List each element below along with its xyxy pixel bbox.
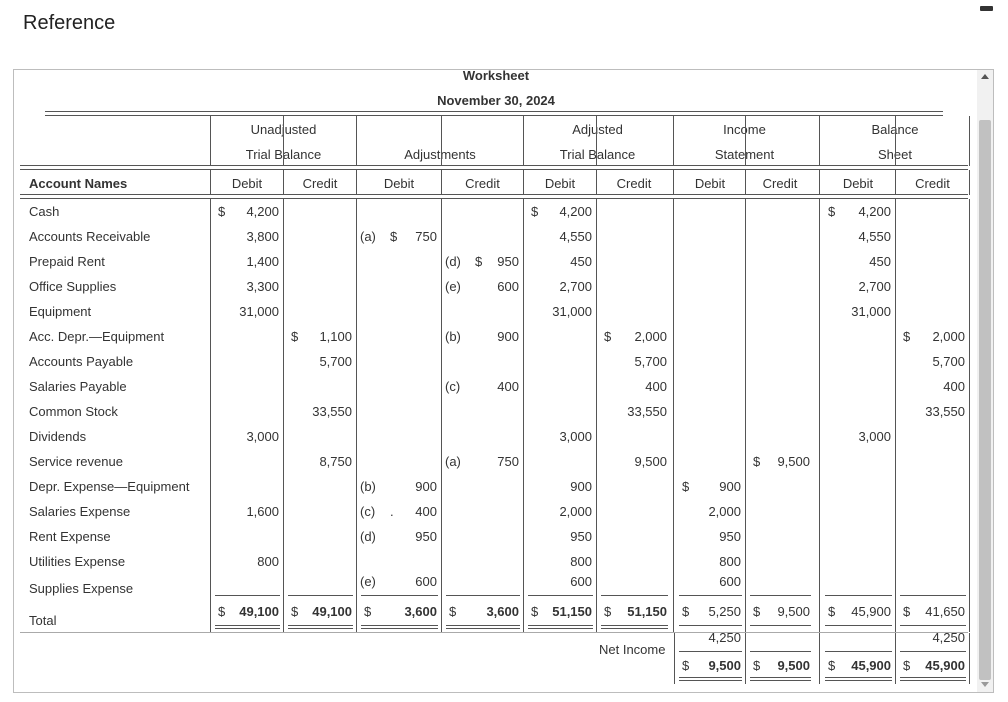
scrollbar-thumb[interactable] [979, 120, 991, 680]
column-divider [895, 170, 896, 195]
adjustment-key: (a) [360, 229, 376, 244]
group-header-line1: Adjusted [572, 122, 623, 137]
column-divider [745, 116, 746, 166]
account-name: Office Supplies [29, 279, 117, 294]
cell-value: 2,000 [708, 504, 741, 519]
top-rule [45, 111, 943, 112]
sum-rule [288, 595, 353, 596]
final-double-rule [900, 680, 966, 681]
sum-rule [825, 595, 892, 596]
column-divider [969, 199, 970, 632]
sum-rule [528, 595, 593, 596]
cell-value: 800 [257, 554, 279, 569]
total-double-rule [446, 628, 520, 629]
column-divider [819, 199, 820, 632]
dollar-sign: . [390, 504, 394, 519]
column-divider [441, 199, 442, 632]
cell-value: 1,400 [246, 254, 279, 269]
column-header-debit: Debit [842, 176, 874, 191]
final-total-value: 9,500 [777, 658, 810, 673]
account-name: Accounts Receivable [29, 229, 151, 244]
sum-rule [446, 595, 520, 596]
cell-value: 950 [719, 529, 741, 544]
column-divider [819, 633, 820, 684]
account-header: Account Names [29, 176, 128, 191]
dollar-sign: $ [828, 604, 836, 619]
cell-value: 600 [415, 574, 437, 589]
cell-value: 750 [497, 454, 519, 469]
net-income-rule [900, 651, 966, 652]
cell-value: 3,000 [559, 429, 592, 444]
total-value: 51,150 [552, 604, 592, 619]
group-header-line1: Balance [871, 122, 919, 137]
top-rule [45, 115, 943, 116]
column-divider [969, 116, 970, 166]
total-value: 5,250 [708, 604, 741, 619]
column-divider [895, 116, 896, 166]
total-double-rule [361, 625, 438, 626]
cell-value: 950 [415, 529, 437, 544]
column-divider [441, 170, 442, 195]
adjustment-key: (e) [360, 574, 376, 589]
cell-value: 4,200 [246, 204, 279, 219]
cell-value: 1,100 [319, 329, 352, 344]
net-income-is-credit: 4,250 [708, 630, 741, 645]
cell-value: 8,750 [319, 454, 352, 469]
bottom-rule [20, 632, 968, 633]
dollar-sign: $ [475, 254, 483, 269]
total-rule [900, 625, 966, 626]
cell-value: 900 [570, 479, 592, 494]
column-divider [673, 199, 674, 632]
page-title: Reference [23, 12, 116, 34]
scroll-up-arrow-icon[interactable] [981, 74, 989, 79]
total-value: 51,150 [627, 604, 667, 619]
total-double-rule [528, 628, 593, 629]
final-total-value: 45,900 [851, 658, 891, 673]
worksheet-title: Worksheet [462, 68, 530, 83]
dollar-sign: $ [828, 658, 836, 673]
column-header-credit: Credit [616, 176, 652, 191]
column-divider [356, 170, 357, 195]
scroll-down-arrow-icon[interactable] [981, 682, 989, 687]
column-divider [745, 170, 746, 195]
total-double-rule [215, 628, 280, 629]
cell-value: 750 [415, 229, 437, 244]
column-divider [673, 170, 674, 195]
dollar-sign: $ [604, 329, 612, 344]
total-double-rule [528, 625, 593, 626]
dollar-sign: $ [604, 604, 612, 619]
total-rule [825, 625, 892, 626]
dollar-sign: $ [753, 454, 761, 469]
final-double-rule [825, 680, 892, 681]
cell-value: 400 [943, 379, 965, 394]
account-name: Supplies Expense [29, 581, 134, 596]
cell-value: 450 [570, 254, 592, 269]
cell-value: 9,500 [777, 454, 810, 469]
net-income-label: Net Income [599, 642, 666, 657]
cell-value: 600 [719, 574, 741, 589]
cell-value: 33,550 [925, 404, 965, 419]
column-divider [210, 199, 211, 632]
total-value: 3,600 [404, 604, 437, 619]
total-value: 49,100 [239, 604, 279, 619]
account-name: Service revenue [29, 454, 123, 469]
subheader-rule [20, 194, 968, 195]
cell-value: 450 [869, 254, 891, 269]
dollar-sign: $ [828, 204, 836, 219]
cell-value: 400 [415, 504, 437, 519]
column-header-debit: Debit [383, 176, 415, 191]
total-double-rule [601, 628, 668, 629]
column-header-credit: Credit [762, 176, 798, 191]
subheader-rule [20, 198, 968, 199]
dollar-sign: $ [218, 604, 226, 619]
cell-value: 800 [719, 554, 741, 569]
cell-value: 3,300 [246, 279, 279, 294]
net-income-bs-credit: 4,250 [932, 630, 965, 645]
column-divider [745, 633, 746, 684]
worksheet-date: November 30, 2024 [437, 93, 555, 108]
column-divider [819, 170, 820, 195]
dollar-sign: $ [531, 204, 539, 219]
cell-value: 2,000 [634, 329, 667, 344]
dollar-sign: $ [903, 604, 911, 619]
final-double-rule [825, 677, 892, 678]
final-double-rule [679, 680, 742, 681]
column-divider [283, 170, 284, 195]
adjustment-key: (b) [445, 329, 461, 344]
column-divider [523, 170, 524, 195]
cell-value: 600 [570, 574, 592, 589]
dollar-sign: $ [903, 329, 911, 344]
total-value: 49,100 [312, 604, 352, 619]
column-divider [356, 116, 357, 166]
adjustment-key: (b) [360, 479, 376, 494]
column-divider [895, 633, 896, 684]
sum-rule [900, 595, 966, 596]
cell-value: 3,000 [246, 429, 279, 444]
account-name: Equipment [29, 304, 92, 319]
net-income-rule [750, 651, 811, 652]
cell-value: 4,200 [559, 204, 592, 219]
cell-value: 950 [497, 254, 519, 269]
cell-value: 31,000 [552, 304, 592, 319]
column-divider [283, 199, 284, 632]
dollar-sign: $ [291, 604, 299, 619]
cell-value: 4,550 [559, 229, 592, 244]
group-header-line2: Adjustments [404, 147, 476, 162]
group-header-line2: Trial Balance [245, 147, 322, 162]
cell-value: 5,700 [634, 354, 667, 369]
header-rule [20, 165, 968, 166]
total-value: 45,900 [851, 604, 891, 619]
cell-value: 2,700 [858, 279, 891, 294]
column-divider [356, 199, 357, 632]
adjustment-key: (c) [360, 504, 376, 519]
column-divider [969, 633, 970, 684]
final-total-value: 45,900 [925, 658, 965, 673]
account-name: Cash [29, 204, 60, 219]
adjustment-key: (c) [445, 379, 461, 394]
final-double-rule [750, 677, 811, 678]
dollar-sign: $ [682, 479, 690, 494]
adjustment-key: (e) [445, 279, 461, 294]
cell-value: 400 [497, 379, 519, 394]
group-header-line2: Sheet [878, 147, 912, 162]
cell-value: 400 [645, 379, 667, 394]
cell-value: 3,800 [246, 229, 279, 244]
adjustment-key: (d) [360, 529, 376, 544]
total-double-rule [288, 625, 353, 626]
dollar-sign: $ [682, 604, 690, 619]
account-name: Salaries Expense [29, 504, 131, 519]
dollar-sign: $ [682, 658, 690, 673]
column-divider [819, 116, 820, 166]
group-header-line2: Trial Balance [559, 147, 636, 162]
header-rule [20, 169, 968, 170]
sum-rule [601, 595, 668, 596]
cell-value: 950 [570, 529, 592, 544]
column-divider [895, 199, 896, 632]
column-divider [596, 116, 597, 166]
cell-value: 3,000 [858, 429, 891, 444]
cell-value: 4,550 [858, 229, 891, 244]
dollar-sign: $ [531, 604, 539, 619]
dollar-sign: $ [218, 204, 226, 219]
cell-value: 5,700 [932, 354, 965, 369]
dollar-sign: $ [291, 329, 299, 344]
account-name: Salaries Payable [29, 379, 127, 394]
cell-value: 9,500 [634, 454, 667, 469]
total-double-rule [361, 628, 438, 629]
column-header-credit: Credit [302, 176, 338, 191]
cell-value: 2,000 [559, 504, 592, 519]
dollar-sign: $ [753, 658, 761, 673]
column-header-debit: Debit [231, 176, 263, 191]
sum-rule [750, 595, 811, 596]
account-name: Total [29, 613, 57, 628]
total-rule [750, 625, 811, 626]
group-header-line2: Statement [714, 147, 775, 162]
column-divider [745, 199, 746, 632]
column-divider [674, 633, 675, 684]
group-header-line1: Income [723, 122, 766, 137]
column-header-credit: Credit [465, 176, 500, 191]
dollar-sign: $ [390, 229, 398, 244]
net-income-rule [825, 651, 892, 652]
column-divider [523, 116, 524, 166]
column-header-debit: Debit [694, 176, 726, 191]
dollar-sign: $ [449, 604, 457, 619]
account-name: Utilities Expense [29, 554, 126, 569]
net-income-rule [679, 651, 742, 652]
account-name: Acc. Depr.—Equipment [29, 329, 165, 344]
dollar-sign: $ [753, 604, 761, 619]
total-double-rule [601, 625, 668, 626]
final-double-rule [900, 677, 966, 678]
cell-value: 900 [415, 479, 437, 494]
total-value: 9,500 [777, 604, 810, 619]
group-header-line1: Unadjusted [250, 122, 317, 137]
account-name: Depr. Expense—Equipment [29, 479, 190, 494]
account-name: Common Stock [29, 404, 118, 419]
adjustment-key: (a) [445, 454, 461, 469]
cell-value: 5,700 [319, 354, 352, 369]
final-total-value: 9,500 [708, 658, 741, 673]
final-double-rule [679, 677, 742, 678]
cell-value: 900 [719, 479, 741, 494]
cell-value: 900 [497, 329, 519, 344]
column-header-credit: Credit [915, 176, 950, 191]
total-value: 41,650 [925, 604, 965, 619]
minimize-icon[interactable] [980, 6, 993, 11]
column-divider [523, 199, 524, 632]
sum-rule [679, 595, 742, 596]
total-rule [679, 625, 742, 626]
column-divider [441, 116, 442, 166]
cell-value: 1,600 [246, 504, 279, 519]
adjustment-key: (d) [445, 254, 461, 269]
cell-value: 33,550 [312, 404, 352, 419]
cell-value: 600 [497, 279, 519, 294]
cell-value: 31,000 [239, 304, 279, 319]
column-divider [596, 199, 597, 632]
total-value: 3,600 [486, 604, 519, 619]
account-name: Accounts Payable [29, 354, 134, 369]
cell-value: 33,550 [627, 404, 667, 419]
column-divider [210, 170, 211, 195]
cell-value: 31,000 [851, 304, 891, 319]
dollar-sign: $ [903, 658, 911, 673]
account-name: Dividends [29, 429, 87, 444]
column-header-debit: Debit [544, 176, 576, 191]
cell-value: 800 [570, 554, 592, 569]
cell-value: 2,000 [932, 329, 965, 344]
cell-value: 2,700 [559, 279, 592, 294]
column-divider [673, 116, 674, 166]
account-name: Rent Expense [29, 529, 111, 544]
account-name: Prepaid Rent [29, 254, 105, 269]
sum-rule [361, 595, 438, 596]
column-divider [969, 170, 970, 195]
dollar-sign: $ [364, 604, 372, 619]
cell-value: 4,200 [858, 204, 891, 219]
total-double-rule [446, 625, 520, 626]
total-double-rule [288, 628, 353, 629]
column-divider [283, 116, 284, 166]
final-double-rule [750, 680, 811, 681]
column-divider [596, 170, 597, 195]
total-double-rule [215, 625, 280, 626]
column-divider [210, 116, 211, 166]
sum-rule [215, 595, 280, 596]
